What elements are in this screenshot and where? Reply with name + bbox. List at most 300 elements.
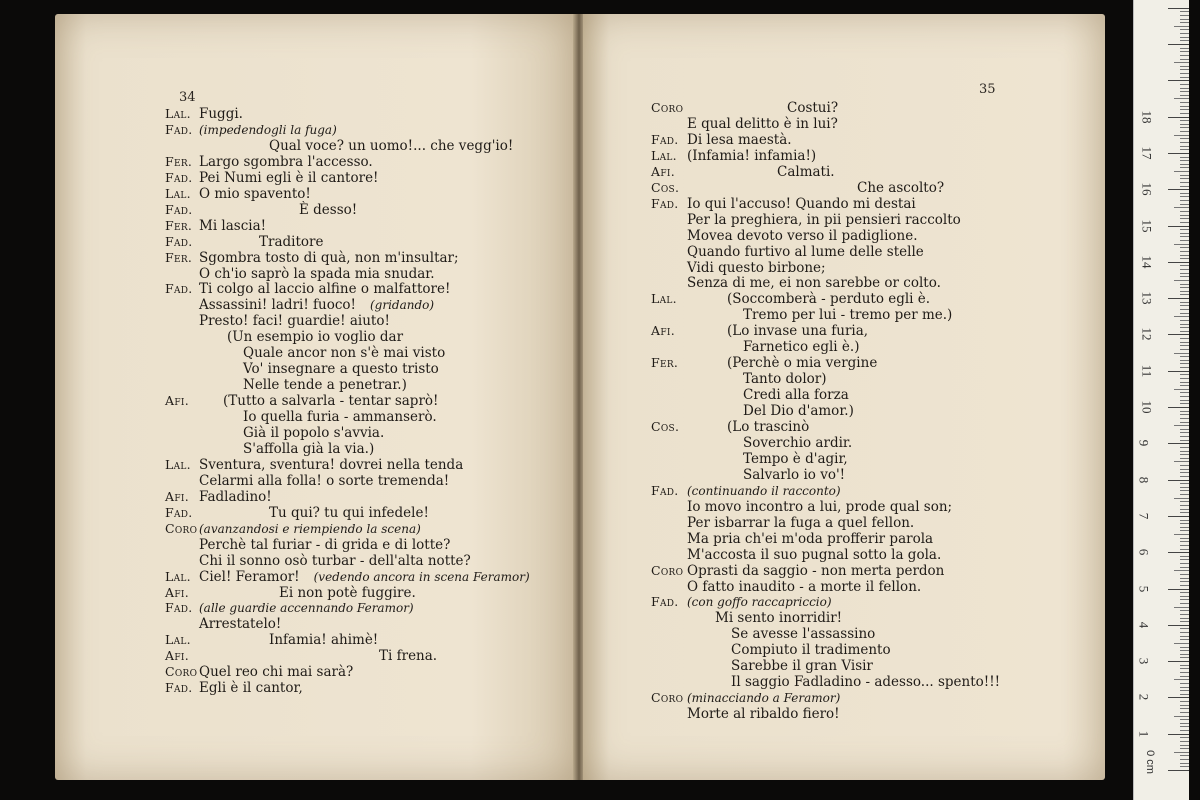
ruler-number: 10 bbox=[1139, 400, 1155, 414]
ruler-tick bbox=[1168, 734, 1189, 735]
ruler-tick bbox=[1174, 353, 1189, 354]
ruler-tick bbox=[1180, 596, 1189, 597]
ruler-tick bbox=[1168, 770, 1189, 771]
stage-direction: (avanzandosi e riempiendo la scena) bbox=[199, 521, 421, 536]
ruler-tick bbox=[1168, 589, 1189, 590]
ruler-tick bbox=[1180, 367, 1189, 368]
stage-direction: (con goffo raccapriccio) bbox=[687, 595, 832, 610]
ruler-tick bbox=[1180, 505, 1189, 506]
line-text: Io movo incontro a lui, prode qual son; bbox=[687, 498, 953, 515]
script-line bbox=[165, 154, 373, 170]
ruler-tick bbox=[1180, 737, 1189, 738]
line-text: O fatto inaudito - a morte il fellon. bbox=[687, 578, 922, 595]
ruler-tick bbox=[1168, 516, 1189, 517]
line-text: Morte al ribaldo fiero! bbox=[687, 706, 840, 723]
speaker-name: Fad. bbox=[165, 201, 193, 217]
line-text: Chi il sonno osò turbar - dell'alta notte? bbox=[199, 552, 471, 569]
ruler-number: 13 bbox=[1139, 291, 1155, 305]
script-line bbox=[651, 499, 952, 515]
ruler-tick bbox=[1180, 668, 1189, 669]
line-text: Tanto dolor) bbox=[743, 371, 827, 388]
ruler-tick bbox=[1180, 255, 1189, 256]
script-line bbox=[651, 116, 838, 132]
ruler-tick bbox=[1180, 556, 1189, 557]
line-text: Largo sgombra l'accesso. bbox=[199, 153, 373, 170]
script-line bbox=[651, 563, 944, 579]
line-text: Il saggio Fadladino - adesso... spento!!! bbox=[731, 674, 1001, 691]
line-text: (Lo trascinò bbox=[727, 419, 810, 435]
line-text: Credi alla forza bbox=[743, 387, 849, 404]
speaker-name: Afi. bbox=[165, 488, 190, 504]
ruler-tick bbox=[1180, 472, 1189, 473]
script-line bbox=[651, 164, 835, 180]
line-text: Tu qui? tu qui infedele! bbox=[269, 504, 429, 521]
ruler-tick bbox=[1180, 523, 1189, 524]
ruler-number: 5 bbox=[1136, 585, 1152, 592]
ruler-tick bbox=[1180, 581, 1189, 582]
ruler-tick bbox=[1180, 592, 1189, 593]
line-text: Mi sento inorridir! bbox=[715, 610, 843, 627]
ruler-tick bbox=[1180, 218, 1189, 219]
line-text: Assassini! ladri! fuoco! bbox=[199, 297, 356, 314]
ruler-tick bbox=[1180, 490, 1189, 491]
ruler-tick bbox=[1180, 69, 1189, 70]
ruler-tick bbox=[1174, 498, 1189, 499]
ruler-tick bbox=[1180, 269, 1189, 270]
script-line bbox=[165, 281, 450, 297]
line-text: Fadladino! bbox=[199, 488, 272, 505]
line-text: Senza di me, ei non sarebbe or colto. bbox=[687, 275, 941, 292]
ruler-tick bbox=[1180, 745, 1189, 746]
speaker-name: Fad. bbox=[651, 195, 679, 211]
line-text: Ei non potè fuggire. bbox=[279, 584, 416, 601]
ruler-tick bbox=[1180, 458, 1189, 459]
ruler-number: 2 bbox=[1136, 694, 1152, 701]
speaker-name: Fad. bbox=[165, 281, 193, 297]
ruler-tick bbox=[1168, 407, 1189, 408]
line-text: Movea devoto verso il padiglione. bbox=[687, 227, 918, 244]
ruler-tick bbox=[1180, 345, 1189, 346]
script-line bbox=[651, 355, 877, 371]
line-text: M'accosta il suo pugnal sotto la gola. bbox=[687, 546, 942, 563]
ruler-tick bbox=[1180, 723, 1189, 724]
script-line bbox=[165, 616, 281, 632]
ruler-tick bbox=[1168, 371, 1189, 372]
ruler-tick bbox=[1180, 563, 1189, 564]
ruler-tick bbox=[1180, 120, 1189, 121]
ruler-tick bbox=[1180, 142, 1189, 143]
ruler-tick bbox=[1180, 149, 1189, 150]
ruler-number: 4 bbox=[1136, 621, 1152, 629]
ruler-tick bbox=[1168, 44, 1189, 45]
ruler-tick bbox=[1180, 759, 1189, 760]
script-line bbox=[651, 387, 849, 403]
ruler-tick bbox=[1180, 705, 1189, 706]
ruler-tick bbox=[1180, 124, 1189, 125]
script-line bbox=[651, 132, 792, 148]
ruler-tick bbox=[1180, 88, 1189, 89]
ruler-tick bbox=[1180, 701, 1189, 702]
script-line bbox=[651, 419, 809, 435]
ruler-tick bbox=[1180, 687, 1189, 688]
ruler-tick bbox=[1180, 215, 1189, 216]
line-text: Oprasti da saggio - non merta perdon bbox=[687, 562, 945, 579]
script-line bbox=[651, 706, 840, 722]
script-line bbox=[651, 180, 944, 196]
ruler-tick bbox=[1180, 694, 1189, 695]
ruler-tick bbox=[1168, 153, 1189, 154]
speaker-name: Cos. bbox=[651, 419, 680, 434]
script-line bbox=[651, 307, 952, 323]
speaker-name: Lal. bbox=[651, 147, 677, 163]
ruler-tick bbox=[1180, 559, 1189, 560]
line-text: Quel reo chi mai sarà? bbox=[199, 664, 354, 681]
script-line bbox=[165, 377, 407, 393]
ruler-tick bbox=[1174, 679, 1189, 680]
ruler-tick bbox=[1168, 443, 1189, 444]
script-line bbox=[165, 553, 471, 569]
line-text: Io quella furia - ammanserò. bbox=[243, 409, 437, 426]
script-line bbox=[651, 244, 924, 260]
ruler-tick bbox=[1180, 494, 1189, 495]
ruler-tick bbox=[1180, 396, 1189, 397]
line-text: O ch'io saprò la spada mia snudar. bbox=[199, 265, 435, 282]
ruler-tick bbox=[1180, 265, 1189, 266]
script-line bbox=[165, 234, 323, 250]
ruler-number: 1 bbox=[1136, 730, 1152, 737]
ruler-tick bbox=[1180, 109, 1189, 110]
ruler-tick bbox=[1174, 752, 1189, 753]
speaker-name: Fad. bbox=[165, 169, 193, 185]
script-line bbox=[165, 409, 437, 425]
ruler-tick bbox=[1180, 411, 1189, 412]
ruler-number: 9 bbox=[1136, 440, 1152, 447]
ruler-tick bbox=[1174, 716, 1189, 717]
line-text: (Perchè o mia vergine bbox=[727, 355, 878, 372]
script-line bbox=[651, 100, 838, 116]
ruler-tick bbox=[1180, 29, 1189, 30]
ruler-tick bbox=[1180, 476, 1189, 477]
ruler-tick bbox=[1168, 625, 1189, 626]
ruler-tick bbox=[1174, 207, 1189, 208]
speaker-name: Afi. bbox=[651, 323, 676, 339]
script-line bbox=[651, 674, 1000, 690]
ruler-tick bbox=[1180, 741, 1189, 742]
ruler-unit-label: 0 cm bbox=[1143, 750, 1156, 774]
ruler-tick bbox=[1180, 755, 1189, 756]
line-text: E qual delitto è in lui? bbox=[687, 115, 838, 132]
ruler-tick bbox=[1180, 618, 1189, 619]
ruler-tick bbox=[1180, 647, 1189, 648]
speaker-name: Lal. bbox=[165, 106, 191, 121]
script-line bbox=[651, 690, 840, 706]
ruler-number: 16 bbox=[1139, 182, 1155, 196]
line-text: Sventura, sventura! dovrei nella tenda bbox=[199, 456, 464, 473]
ruler-tick bbox=[1180, 610, 1189, 611]
speaker-name: Fer. bbox=[165, 249, 193, 265]
ruler-tick bbox=[1180, 385, 1189, 386]
ruler-tick bbox=[1180, 240, 1189, 241]
line-text: O mio spavento! bbox=[199, 185, 311, 202]
ruler-tick bbox=[1180, 138, 1189, 139]
line-text: (Infamia! infamia!) bbox=[687, 147, 817, 164]
ruler-number: 14 bbox=[1139, 255, 1155, 269]
ruler-tick bbox=[1180, 196, 1189, 197]
ruler-tick bbox=[1174, 534, 1189, 535]
script-line bbox=[165, 313, 390, 329]
ruler-tick bbox=[1180, 574, 1189, 575]
ruler-tick bbox=[1174, 244, 1189, 245]
ruler-tick bbox=[1180, 160, 1189, 161]
script-line bbox=[165, 648, 437, 664]
ruler-tick bbox=[1174, 62, 1189, 63]
speaker-name: Fad. bbox=[651, 131, 679, 147]
ruler-tick bbox=[1180, 291, 1189, 292]
script-line bbox=[651, 275, 941, 291]
line-text: Pei Numi egli è il cantore! bbox=[199, 169, 379, 186]
ruler-tick bbox=[1174, 98, 1189, 99]
ruler-tick bbox=[1180, 621, 1189, 622]
ruler-tick bbox=[1168, 8, 1189, 9]
speaker-name: Fad. bbox=[651, 594, 679, 610]
script-line bbox=[651, 515, 914, 531]
ruler-tick bbox=[1180, 726, 1189, 727]
ruler-tick bbox=[1168, 697, 1189, 698]
line-text: Celarmi alla folla! o sorte tremenda! bbox=[199, 472, 450, 489]
script-line bbox=[165, 585, 416, 601]
ruler-tick bbox=[1180, 178, 1189, 179]
ruler-tick bbox=[1180, 469, 1189, 470]
ruler-number: 6 bbox=[1136, 548, 1152, 556]
line-text: (Un esempio io voglio dar bbox=[227, 329, 404, 346]
script-line bbox=[651, 658, 873, 674]
script-line bbox=[165, 680, 303, 696]
ruler-tick bbox=[1180, 378, 1189, 379]
ruler-tick bbox=[1180, 520, 1189, 521]
script-line bbox=[165, 393, 438, 409]
script-line bbox=[165, 489, 272, 505]
line-text: Vidi questo birbone; bbox=[687, 259, 826, 276]
ruler-tick bbox=[1180, 342, 1189, 343]
ruler-tick bbox=[1168, 262, 1189, 263]
ruler-tick bbox=[1180, 451, 1189, 452]
line-text: Mi lascia! bbox=[199, 217, 267, 234]
ruler-tick bbox=[1180, 193, 1189, 194]
line-text: Per la preghiera, in pii pensieri raccolto bbox=[687, 211, 961, 228]
script-line bbox=[651, 531, 933, 547]
stage-direction: (gridando) bbox=[369, 298, 435, 313]
ruler-tick bbox=[1168, 552, 1189, 553]
script-line bbox=[165, 537, 450, 553]
script-line bbox=[165, 329, 403, 345]
ruler-tick bbox=[1180, 708, 1189, 709]
ruler-tick bbox=[1180, 276, 1189, 277]
script-line bbox=[165, 345, 445, 361]
ruler-tick bbox=[1180, 131, 1189, 132]
ruler-tick bbox=[1168, 117, 1189, 118]
ruler-tick bbox=[1180, 59, 1189, 60]
ruler-tick bbox=[1180, 585, 1189, 586]
script-line bbox=[165, 361, 439, 377]
ruler-tick bbox=[1180, 251, 1189, 252]
stage-direction: (alle guardie accennando Feramor) bbox=[199, 601, 414, 616]
ruler-tick bbox=[1180, 284, 1189, 285]
line-text: Tremo per lui - tremo per me.) bbox=[743, 307, 953, 324]
line-text: Ciel! Feramor! bbox=[199, 568, 300, 585]
ruler-tick bbox=[1168, 189, 1189, 190]
line-text: Del Dio d'amor.) bbox=[743, 403, 854, 420]
line-text: Quale ancor non s'è mai visto bbox=[243, 345, 446, 362]
ruler-tick bbox=[1180, 683, 1189, 684]
speaker-name: Cos. bbox=[651, 179, 680, 195]
script-line bbox=[165, 521, 421, 537]
ruler-tick bbox=[1174, 280, 1189, 281]
line-text: Egli è il cantor, bbox=[199, 680, 303, 697]
line-text: Io qui l'accuso! Quando mi destai bbox=[687, 195, 916, 212]
ruler-tick bbox=[1180, 186, 1189, 187]
line-text: Costui? bbox=[787, 100, 839, 116]
ruler-number: 3 bbox=[1136, 657, 1152, 665]
page-number: 35 bbox=[979, 82, 996, 97]
script-line bbox=[165, 457, 463, 473]
stage-direction: (minacciando a Feramor) bbox=[687, 691, 841, 706]
script-line bbox=[651, 594, 832, 610]
ruler-tick bbox=[1180, 302, 1189, 303]
ruler-tick bbox=[1180, 182, 1189, 183]
ruler-tick bbox=[1180, 356, 1189, 357]
line-text: Vo' insegnare a questo tristo bbox=[243, 361, 439, 378]
speaker-name: Afi. bbox=[165, 648, 190, 664]
speaker-name: Fad. bbox=[165, 233, 193, 249]
ruler-tick bbox=[1168, 298, 1189, 299]
ruler-tick bbox=[1180, 447, 1189, 448]
ruler-tick bbox=[1180, 327, 1189, 328]
line-text: (Tutto a salvarla - tentar saprò! bbox=[223, 393, 439, 410]
speaker-name: Fer. bbox=[165, 153, 193, 169]
line-text: Soverchio ardir. bbox=[743, 434, 853, 451]
ruler-tick bbox=[1180, 429, 1189, 430]
ruler-tick bbox=[1180, 432, 1189, 433]
script-line bbox=[165, 441, 374, 457]
line-text: Compiuto il tradimento bbox=[731, 642, 891, 659]
ruler-tick bbox=[1180, 320, 1189, 321]
ruler-tick bbox=[1180, 483, 1189, 484]
ruler-tick bbox=[1180, 331, 1189, 332]
ruler-tick bbox=[1180, 436, 1189, 437]
script-line bbox=[165, 202, 357, 218]
speaker-name: Lal. bbox=[165, 632, 191, 648]
book-spread bbox=[55, 14, 1105, 786]
script-line bbox=[165, 632, 378, 648]
ruler-tick bbox=[1180, 632, 1189, 633]
ruler-tick bbox=[1168, 80, 1189, 81]
script-line bbox=[651, 435, 852, 451]
ruler-tick bbox=[1180, 538, 1189, 539]
ruler-tick bbox=[1180, 545, 1189, 546]
ruler-tick bbox=[1180, 84, 1189, 85]
script-line bbox=[165, 425, 384, 441]
ruler-tick bbox=[1180, 313, 1189, 314]
ruler-number: 18 bbox=[1139, 110, 1155, 124]
ruler-tick bbox=[1180, 530, 1189, 531]
ruler-tick bbox=[1180, 91, 1189, 92]
line-text: Ti frena. bbox=[379, 648, 438, 665]
ruler-tick bbox=[1180, 200, 1189, 201]
script-line bbox=[165, 186, 311, 202]
speaker-name: Coro bbox=[165, 520, 198, 536]
speaker-name: Coro bbox=[651, 690, 684, 706]
script-line bbox=[165, 218, 266, 234]
ruler-tick bbox=[1174, 26, 1189, 27]
ruler-tick bbox=[1180, 549, 1189, 550]
ruler-tick bbox=[1180, 403, 1189, 404]
stage-direction: (impedendogli la fuga) bbox=[199, 122, 337, 137]
script-line bbox=[651, 212, 961, 228]
line-text: È desso! bbox=[299, 201, 358, 218]
ruler-tick bbox=[1180, 440, 1189, 441]
script-line bbox=[651, 610, 842, 626]
script-line bbox=[165, 473, 449, 489]
ruler-tick bbox=[1180, 578, 1189, 579]
script-line bbox=[165, 122, 337, 138]
ruler-tick bbox=[1180, 392, 1189, 393]
line-text: Arrestatelo! bbox=[199, 616, 282, 633]
ruler-tick bbox=[1180, 33, 1189, 34]
ruler-tick bbox=[1180, 22, 1189, 23]
ruler-tick bbox=[1180, 51, 1189, 52]
script-line bbox=[651, 467, 845, 483]
ruler-tick bbox=[1180, 106, 1189, 107]
ruler-tick bbox=[1180, 102, 1189, 103]
speaker-name: Coro bbox=[165, 664, 198, 680]
line-text: Traditore bbox=[259, 233, 324, 250]
ruler-tick bbox=[1180, 603, 1189, 604]
stage-direction: (vedendo ancora in scena Feramor) bbox=[313, 569, 530, 584]
script-line bbox=[165, 170, 378, 186]
ruler-tick bbox=[1180, 657, 1189, 658]
ruler-tick bbox=[1174, 643, 1189, 644]
script-line bbox=[165, 569, 530, 585]
ruler-tick bbox=[1180, 400, 1189, 401]
script-line bbox=[651, 228, 918, 244]
script-line bbox=[651, 196, 916, 212]
script-line bbox=[651, 483, 841, 499]
speaker-name: Afi. bbox=[651, 163, 676, 179]
script-line bbox=[165, 266, 435, 282]
stage-direction: (continuando il racconto) bbox=[687, 483, 841, 498]
line-text: (Lo invase una furia, bbox=[727, 323, 869, 340]
speaker-name: Fad. bbox=[651, 482, 679, 498]
line-text: Tempo è d'agir, bbox=[743, 450, 848, 467]
script-line bbox=[651, 260, 826, 276]
ruler-tick bbox=[1180, 374, 1189, 375]
speaker-name: Afi. bbox=[165, 393, 190, 409]
speaker-name: Coro bbox=[651, 562, 684, 578]
ruler-tick bbox=[1168, 226, 1189, 227]
ruler-tick bbox=[1180, 55, 1189, 56]
ruler-tick bbox=[1180, 360, 1189, 361]
ruler-tick bbox=[1180, 338, 1189, 339]
speaker-name: Fad. bbox=[165, 680, 193, 696]
ruler-tick bbox=[1180, 665, 1189, 666]
ruler-tick bbox=[1180, 164, 1189, 165]
ruler-tick bbox=[1180, 654, 1189, 655]
ruler-tick bbox=[1180, 294, 1189, 295]
ruler-tick bbox=[1180, 676, 1189, 677]
ruler-tick bbox=[1180, 454, 1189, 455]
speaker-name: Lal. bbox=[165, 456, 191, 472]
ruler-tick bbox=[1180, 650, 1189, 651]
